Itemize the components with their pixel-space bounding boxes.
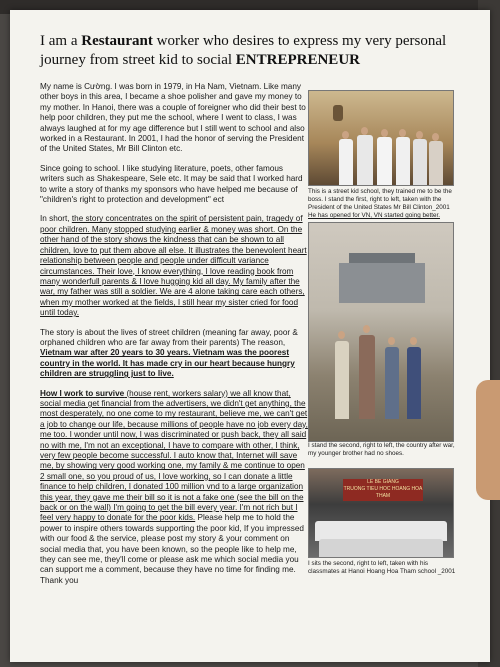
person — [357, 135, 373, 185]
person — [429, 141, 443, 185]
photo-school-class — [308, 468, 454, 558]
photo-president-visit — [308, 90, 454, 186]
caption-photo-class: I sits the second, right to left, taken with his classmates at Hanoi Hoang Hoa Tham school _2001 — [308, 560, 456, 575]
person — [396, 137, 410, 185]
holding-thumb — [476, 380, 500, 500]
mausoleum-building — [339, 263, 425, 303]
person — [407, 347, 421, 419]
paragraph-summary: In short, the story concentrates on the spirit of persistent pain, tragedy of poor children. Many stopped studying earlier & money was short. On the other hand of the story shows the kindness that can be shown to all children, love to put them above all else. It illustrates the benevolent heart relationship between people and people under difficult variance circumstances. Their love, I know everything, I love reading book from many wonderfull parents & I love hugging kid all day. My family after the war, my father was still a soldier. We are 4 alone taking care each others, when my mother worked at the fields, I still hear my sister cried for food until today. — [40, 214, 307, 318]
person — [413, 139, 427, 185]
person — [339, 139, 353, 185]
paragraph-school: Since going to school. I like studying literature, poets, other famous writers such as Shakespeare, Sele etc. It may be said that I worked hard to write a story of thanks my sponsors who have helped me because of "children's right to protection and development" ect — [40, 163, 303, 205]
photo-mausoleum-family — [308, 222, 454, 442]
students-row — [315, 521, 447, 541]
title-bold-entrepreneur: ENTREPRENEUR — [235, 52, 360, 68]
page-title: I am a Restaurant worker who desires to express my very personal journey from street kid to social ENTREPRENEUR — [40, 33, 447, 68]
person — [385, 347, 399, 419]
school-sign: LE BE GIANG TRUONG TIEU HOC HOANG HOA THAM — [343, 479, 423, 499]
paper-sheet — [10, 10, 490, 662]
paragraph-intro: My name is Cường. I was born in 1979, in Ha Nam, Vietnam. Like many other boys in this area, I became a shoe polisher and gave my money to my mother. In Hanoi, there was a couple of foreigner who did their best to help poor children, they put me the school, where I went to class, I was always laughed at for my age difference but I still went to school and also worked in a Restaurant. In 2001, I had the honor of serving the President of the United States, Mr Bill Clinton etc. — [40, 82, 306, 154]
wall-lamp — [333, 105, 343, 121]
paragraph-survive: How I work to survive (house rent, workers salary) we all know that, social media get financial from the advertisers, we didn't get anything, the most desperately, no one come to my restaurant, believe me, we can't get a job to change our life, because millions of people have no job every day, me too. I wonder until now, I was discriminated or push back, they all said no with me, I'm not an exceptional, I have to compare with other, I think, very few people become successful. I auto know that, Internet will save me, by showing very good working one, my family & me continue to open 2 small one, so you proud of us, I love working, so I can donate a little finance to help children, I donated 100 million vnd to a large organization this year, they gave me their bill so it is not a fake one (see the bill on the back or on the wall) I'm going to get the bill every year. I'm not rich but I feel very happy to donate for the poor kids. Please help me to hold the power to inspire others towards supporting the poor kid, If you impressed with our food & the service, please post my story & your comment on social media that, you have been known, so the people like to help me, they can see me, they'll come or please ask me which social media you can support me a comment, because they have no time for finding me. Thank you — [40, 388, 308, 585]
person — [359, 335, 375, 419]
person — [377, 137, 392, 185]
paragraph-street-children: The story is about the lives of street children (meaning far away, poor & orphaned children who are far away from their parents) The reason, Vietnam war after 20 years to 30 years. Vietnam was the poorest country in the world. It has made cry in our heart because hungry children are struggling just to live. — [40, 327, 298, 379]
person — [335, 341, 349, 419]
caption-photo-mausoleum: I stand the second, right to left, the country after war, my younger brother had no shoes. — [308, 442, 455, 457]
caption-photo-president: This is a street kid school, they trained me to be the boss. I stand the first, right to left, taken with the President of the United States Mr Bill Clinton_2001 He has opened for VN, VN started going better. — [308, 188, 452, 219]
students-front-row — [319, 539, 443, 557]
title-bold-restaurant: Restaurant — [81, 33, 153, 49]
story-text-column — [40, 82, 308, 595]
